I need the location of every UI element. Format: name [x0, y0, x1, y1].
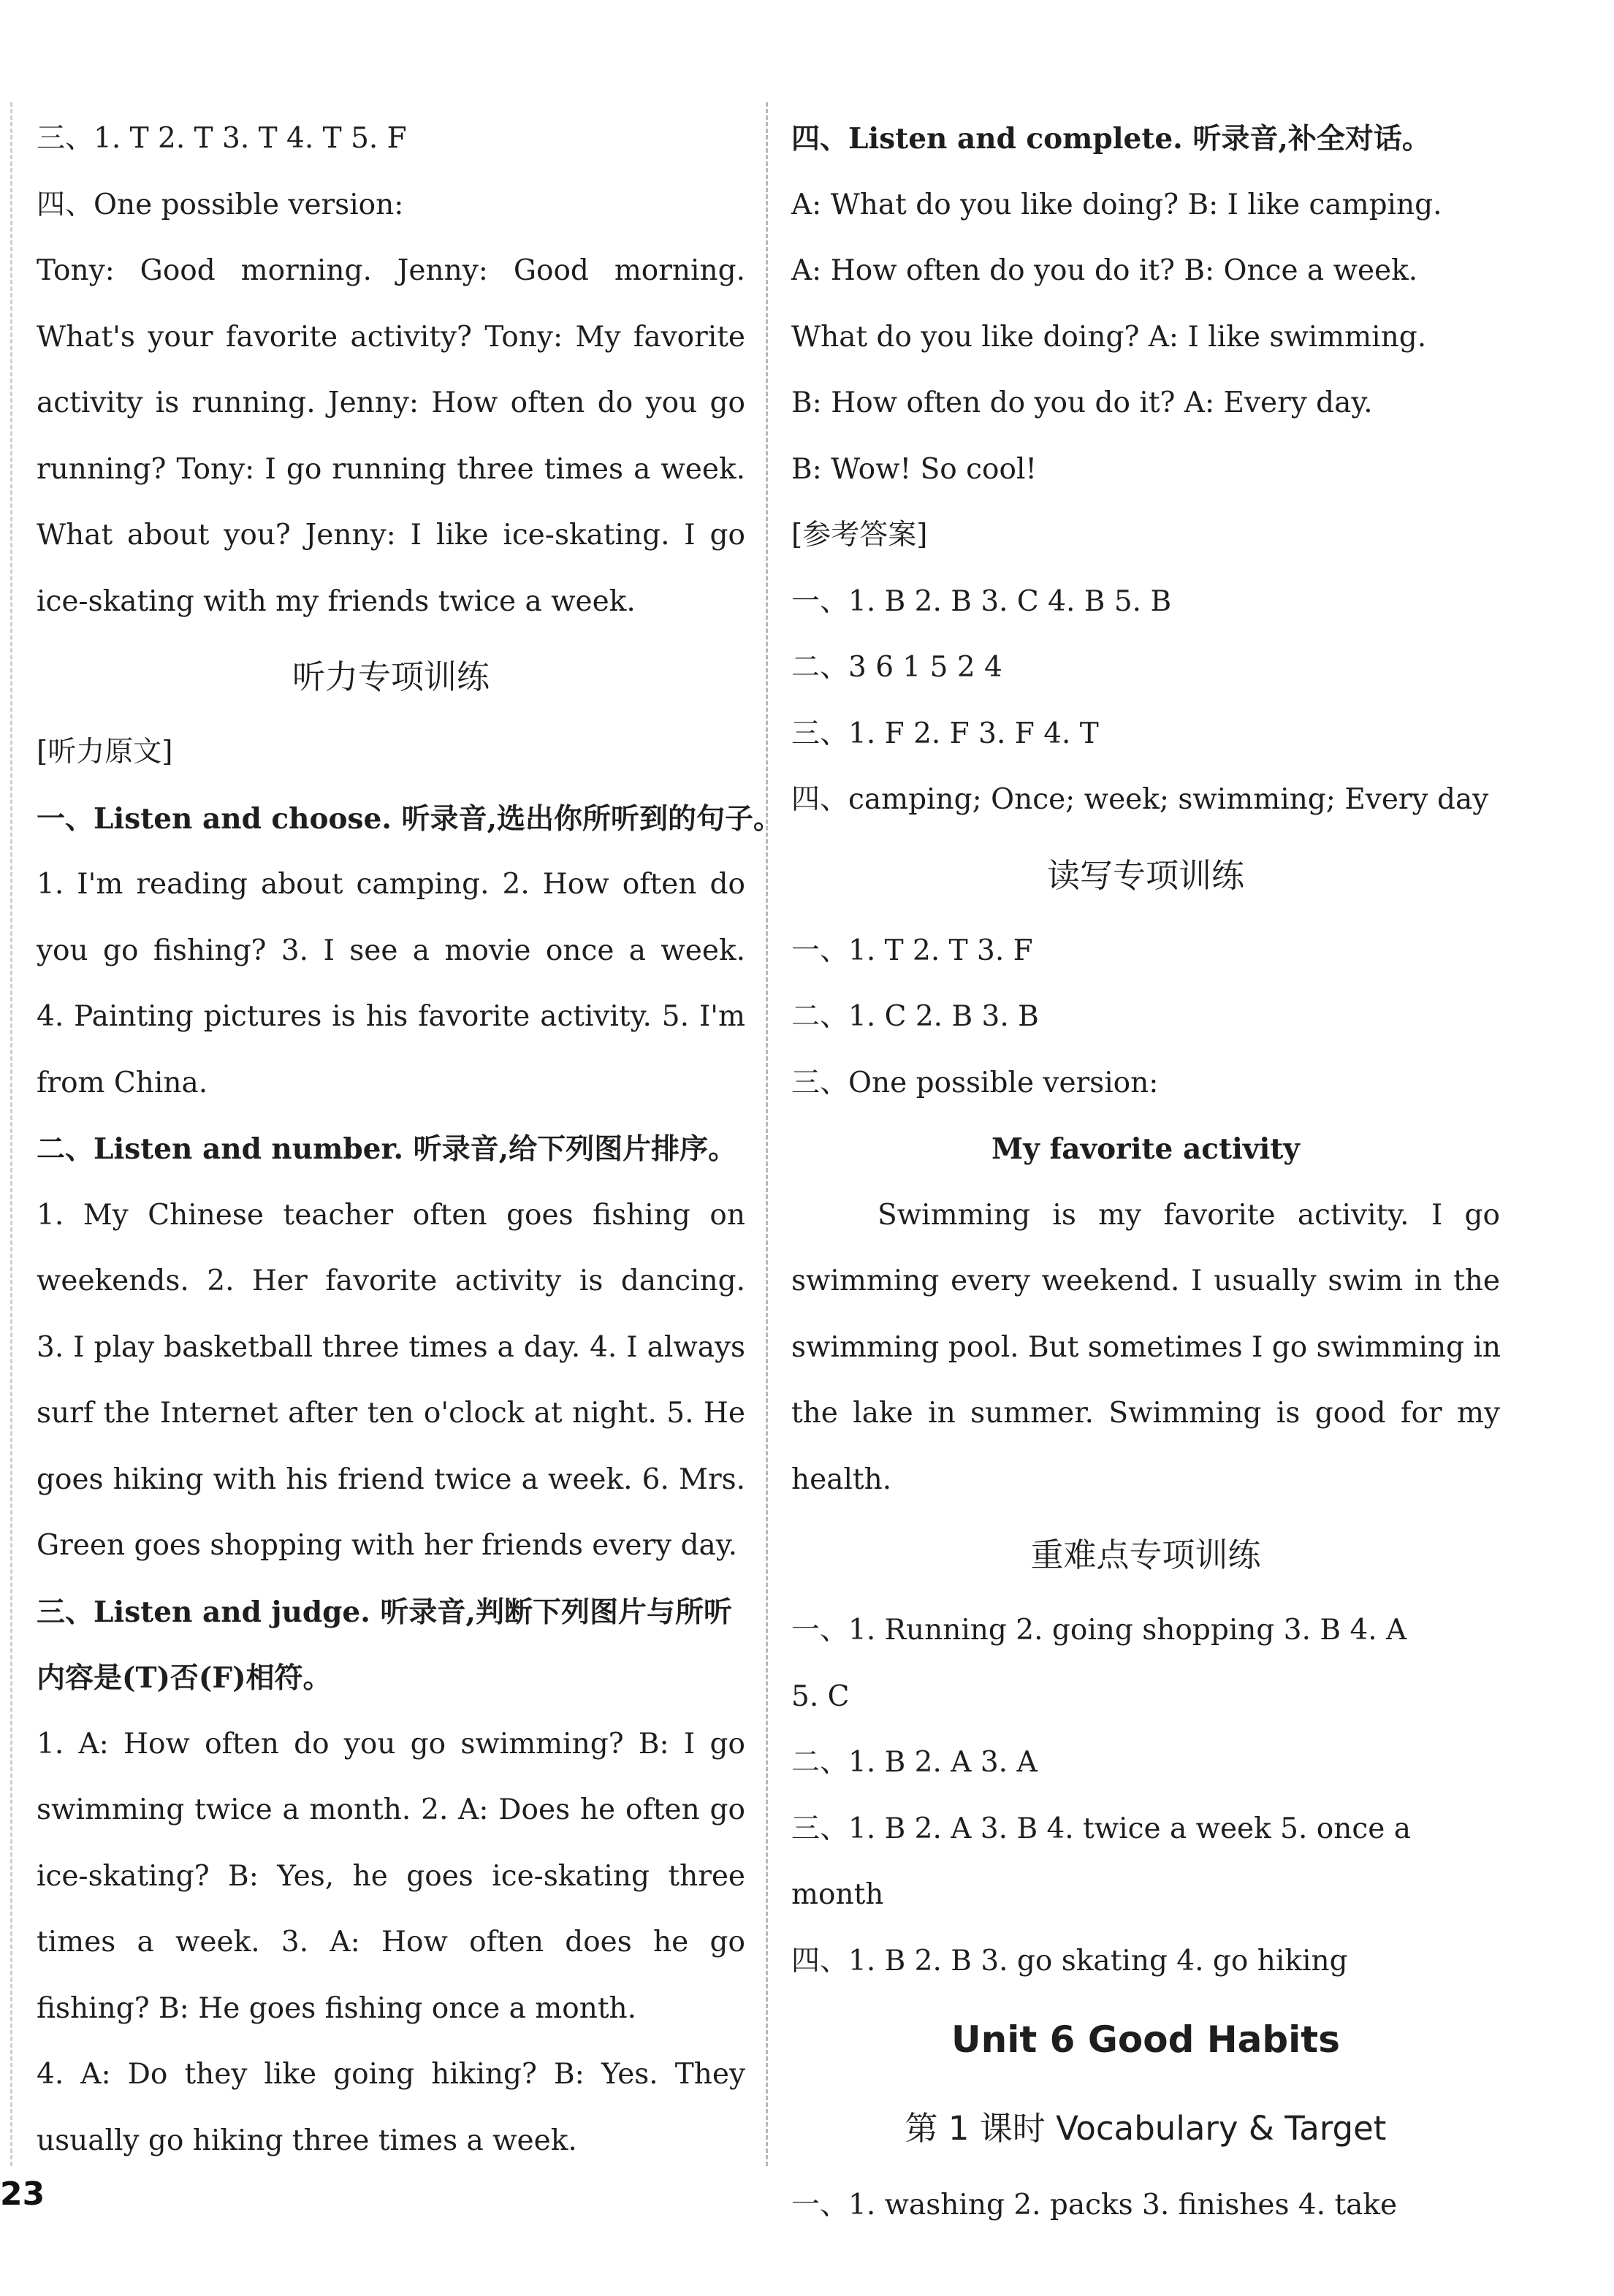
- answer-line: weekends. 2. Her favorite activity is dancing.: [37, 1265, 745, 1297]
- lesson-heading: 第 1 课时 Vocabulary & Target: [905, 2109, 1387, 2148]
- answer-line: ice-skating with my friends twice a week.: [37, 584, 636, 618]
- answer-line: 三、1. F 2. F 3. F 4. T: [791, 717, 1099, 750]
- answer-line: 三、1. T 2. T 3. T 4. T 5. F: [37, 122, 407, 155]
- answer-line: 1. My Chinese teacher often goes fishing on: [37, 1198, 745, 1232]
- essay-line: the lake in summer. Swimming is good for my: [791, 1397, 1500, 1430]
- answer-line: fishing? B: He goes fishing once a month.: [37, 1991, 637, 2025]
- left-column: [37, 106, 783, 2174]
- answer-line: 4. A: Do they like going hiking? B: Yes. They: [37, 2058, 745, 2091]
- section-heading: 重难点专项训练: [1030, 1536, 1261, 1574]
- answer-line: What do you like doing? A: I like swimming.: [791, 320, 1427, 354]
- column-divider: [766, 102, 768, 2166]
- essay-line: swimming pool. But sometimes I go swimming in: [791, 1330, 1501, 1364]
- question-title: 一、Listen and choose. 听录音,选出你所听到的句子。: [37, 801, 783, 836]
- answer-line: A: How often do you do it? B: Once a week.: [791, 254, 1418, 287]
- answer-line: ice-skating? B: Yes, he goes ice-skating three: [37, 1859, 745, 1893]
- answer-line: 一、1. Running 2. going shopping 3. B 4. A: [791, 1614, 1407, 1647]
- answer-line: 1. A: How often do you go swimming? B: I go: [37, 1727, 745, 1761]
- answer-line: 4. Painting pictures is his favorite activity. 5. I'm: [37, 1000, 745, 1033]
- answer-line: B: How often do you do it? A: Every day.: [791, 386, 1373, 419]
- answer-line: usually go hiking three times a week.: [37, 2124, 577, 2157]
- essay-line: Swimming is my favorite activity. I go: [878, 1198, 1500, 1232]
- answer-line: goes hiking with his friend twice a week. 6. Mrs.: [37, 1462, 745, 1496]
- section-heading: 读写专项训练: [1046, 855, 1244, 895]
- essay-line: swimming every weekend. I usually swim in the: [791, 1265, 1500, 1297]
- answer-line: 1. I'm reading about camping. 2. How often do: [37, 868, 745, 901]
- answer-line: 二、1. B 2. A 3. A: [791, 1746, 1038, 1779]
- answer-line: 二、3 6 1 5 2 4: [791, 651, 1002, 684]
- answer-line: 三、1. B 2. A 3. B 4. twice a week 5. once a: [791, 1812, 1411, 1845]
- subsection-label: [参考答案]: [791, 519, 928, 552]
- answer-line: 四、camping; Once; week; swimming; Every day: [791, 783, 1489, 816]
- answer-line: 3. I play basketball three times a day. 4. I always: [37, 1330, 745, 1364]
- answer-line: 一、1. washing 2. packs 3. finishes 4. take: [791, 2189, 1398, 2221]
- answer-line: from China.: [37, 1066, 208, 1099]
- answer-line: 5. C: [791, 1679, 850, 1713]
- section-heading: 听力专项训练: [292, 657, 490, 696]
- answer-line: 二、1. C 2. B 3. B: [791, 1000, 1039, 1033]
- answer-line: What's your favorite activity? Tony: My favorite: [37, 320, 745, 354]
- answer-line: 四、One possible version:: [37, 188, 404, 221]
- answer-line: Tony: Good morning. Jenny: Good morning.: [37, 254, 745, 287]
- answer-line: times a week. 3. A: How often does he go: [37, 1926, 745, 1959]
- answer-line: What about you? Jenny: I like ice-skating. I go: [37, 519, 745, 552]
- essay-title: My favorite activity: [991, 1132, 1300, 1166]
- answer-line: B: Wow! So cool!: [791, 452, 1038, 486]
- answer-line: 四、1. B 2. B 3. go skating 4. go hiking: [791, 1944, 1348, 1977]
- answer-line: you go fishing? 3. I see a movie once a week.: [37, 934, 745, 967]
- answer-line: A: What do you like doing? B: I like camping.: [791, 188, 1442, 221]
- essay-line: health.: [791, 1462, 892, 1496]
- answer-line: month: [791, 1878, 884, 1911]
- subsection-label: [听力原文]: [37, 736, 173, 768]
- question-title: 内容是(T)否(F)相符。: [37, 1661, 332, 1695]
- answer-line: 三、One possible version:: [791, 1066, 1159, 1099]
- unit-heading: Unit 6 Good Habits: [951, 2018, 1340, 2061]
- left-edge-rule: [10, 102, 12, 2166]
- question-title: 四、Listen and complete. 听录音,补全对话。: [791, 122, 1431, 156]
- question-title: 二、Listen and number. 听录音,给下列图片排序。: [37, 1132, 737, 1166]
- answer-line: 一、1. T 2. T 3. F: [791, 934, 1033, 967]
- answer-line: swimming twice a month. 2. A: Does he often go: [37, 1793, 745, 1826]
- answer-line: surf the Internet after ten o'clock at night. 5. He: [37, 1397, 745, 1430]
- answer-line: running? Tony: I go running three times a week.: [37, 452, 745, 486]
- answer-line: 一、1. B 2. B 3. C 4. B 5. B: [791, 584, 1172, 618]
- page-number: 23: [0, 2175, 45, 2213]
- right-column: [791, 106, 1500, 2239]
- answer-line: Green goes shopping with her friends every day.: [37, 1529, 738, 1562]
- answer-line: activity is running. Jenny: How often do you go: [37, 386, 745, 419]
- question-title: 三、Listen and judge. 听录音,判断下列图片与所听: [37, 1595, 732, 1629]
